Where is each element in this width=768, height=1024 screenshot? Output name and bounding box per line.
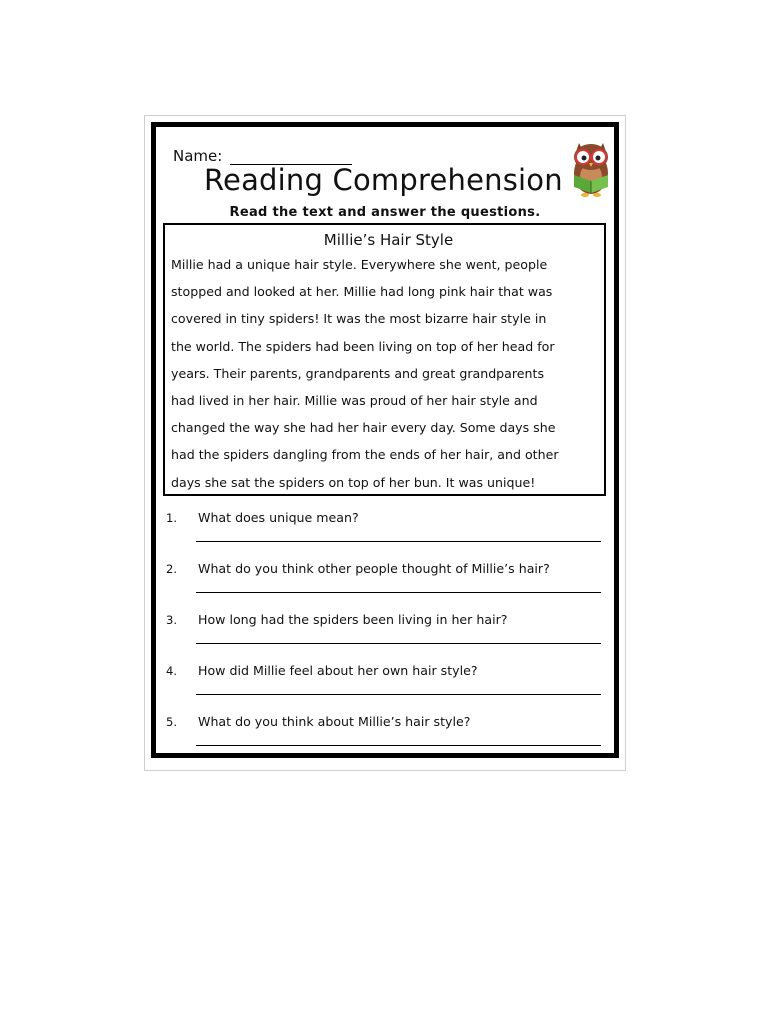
name-label: Name: [173, 147, 223, 165]
passage-line: stopped and looked at her. Millie had long pink hair that was [171, 284, 553, 300]
question-number: 4. [166, 664, 177, 678]
passage-line: changed the way she had her hair every day. Some days she [171, 420, 556, 436]
owl-reading-book-icon [568, 137, 614, 199]
passage-line: Millie had a unique hair style. Everywhere she went, people [171, 257, 548, 272]
answer-line[interactable] [196, 745, 601, 746]
question-text: What do you think about Millie’s hair style? [198, 714, 471, 729]
passage-line: years. Their parents, grandparents and great grandparents [171, 365, 545, 381]
question-text: How long had the spiders been living in her hair? [198, 612, 508, 627]
answer-line[interactable] [196, 592, 601, 593]
passage-box [163, 223, 606, 496]
passage-line: days she sat the spiders on top of her bun. It was unique! [171, 474, 536, 490]
passage-line: covered in tiny spiders! It was the most bizarre hair style in [171, 311, 547, 327]
question-item [166, 613, 606, 664]
answer-line[interactable] [196, 643, 601, 644]
worksheet-page [144, 115, 626, 771]
question-text: What does unique mean? [198, 510, 359, 525]
page-title: Reading Comprehension [204, 163, 563, 197]
question-text: How did Millie feel about her own hair style? [198, 663, 478, 678]
question-item [166, 715, 606, 766]
worksheet-border [151, 122, 619, 758]
answer-line[interactable] [196, 541, 601, 542]
question-number: 3. [166, 613, 177, 627]
passage-title: Millie’s Hair Style [323, 231, 454, 249]
question-number: 5. [166, 715, 177, 729]
question-number: 1. [166, 511, 177, 525]
passage-line: the world. The spiders had been living on top of her head for [171, 338, 555, 354]
question-text: What do you think other people thought of Millie’s hair? [198, 561, 550, 576]
question-item [166, 562, 606, 613]
question-number: 2. [166, 562, 177, 576]
answer-line[interactable] [196, 694, 601, 695]
passage-line: had the spiders dangling from the ends of her hair, and other [171, 447, 559, 463]
question-item [166, 511, 606, 562]
question-list [166, 511, 606, 766]
passage-line: had lived in her hair. Millie was proud of her hair style and [171, 393, 538, 409]
instructions: Read the text and answer the questions. [229, 205, 541, 220]
question-item [166, 664, 606, 715]
